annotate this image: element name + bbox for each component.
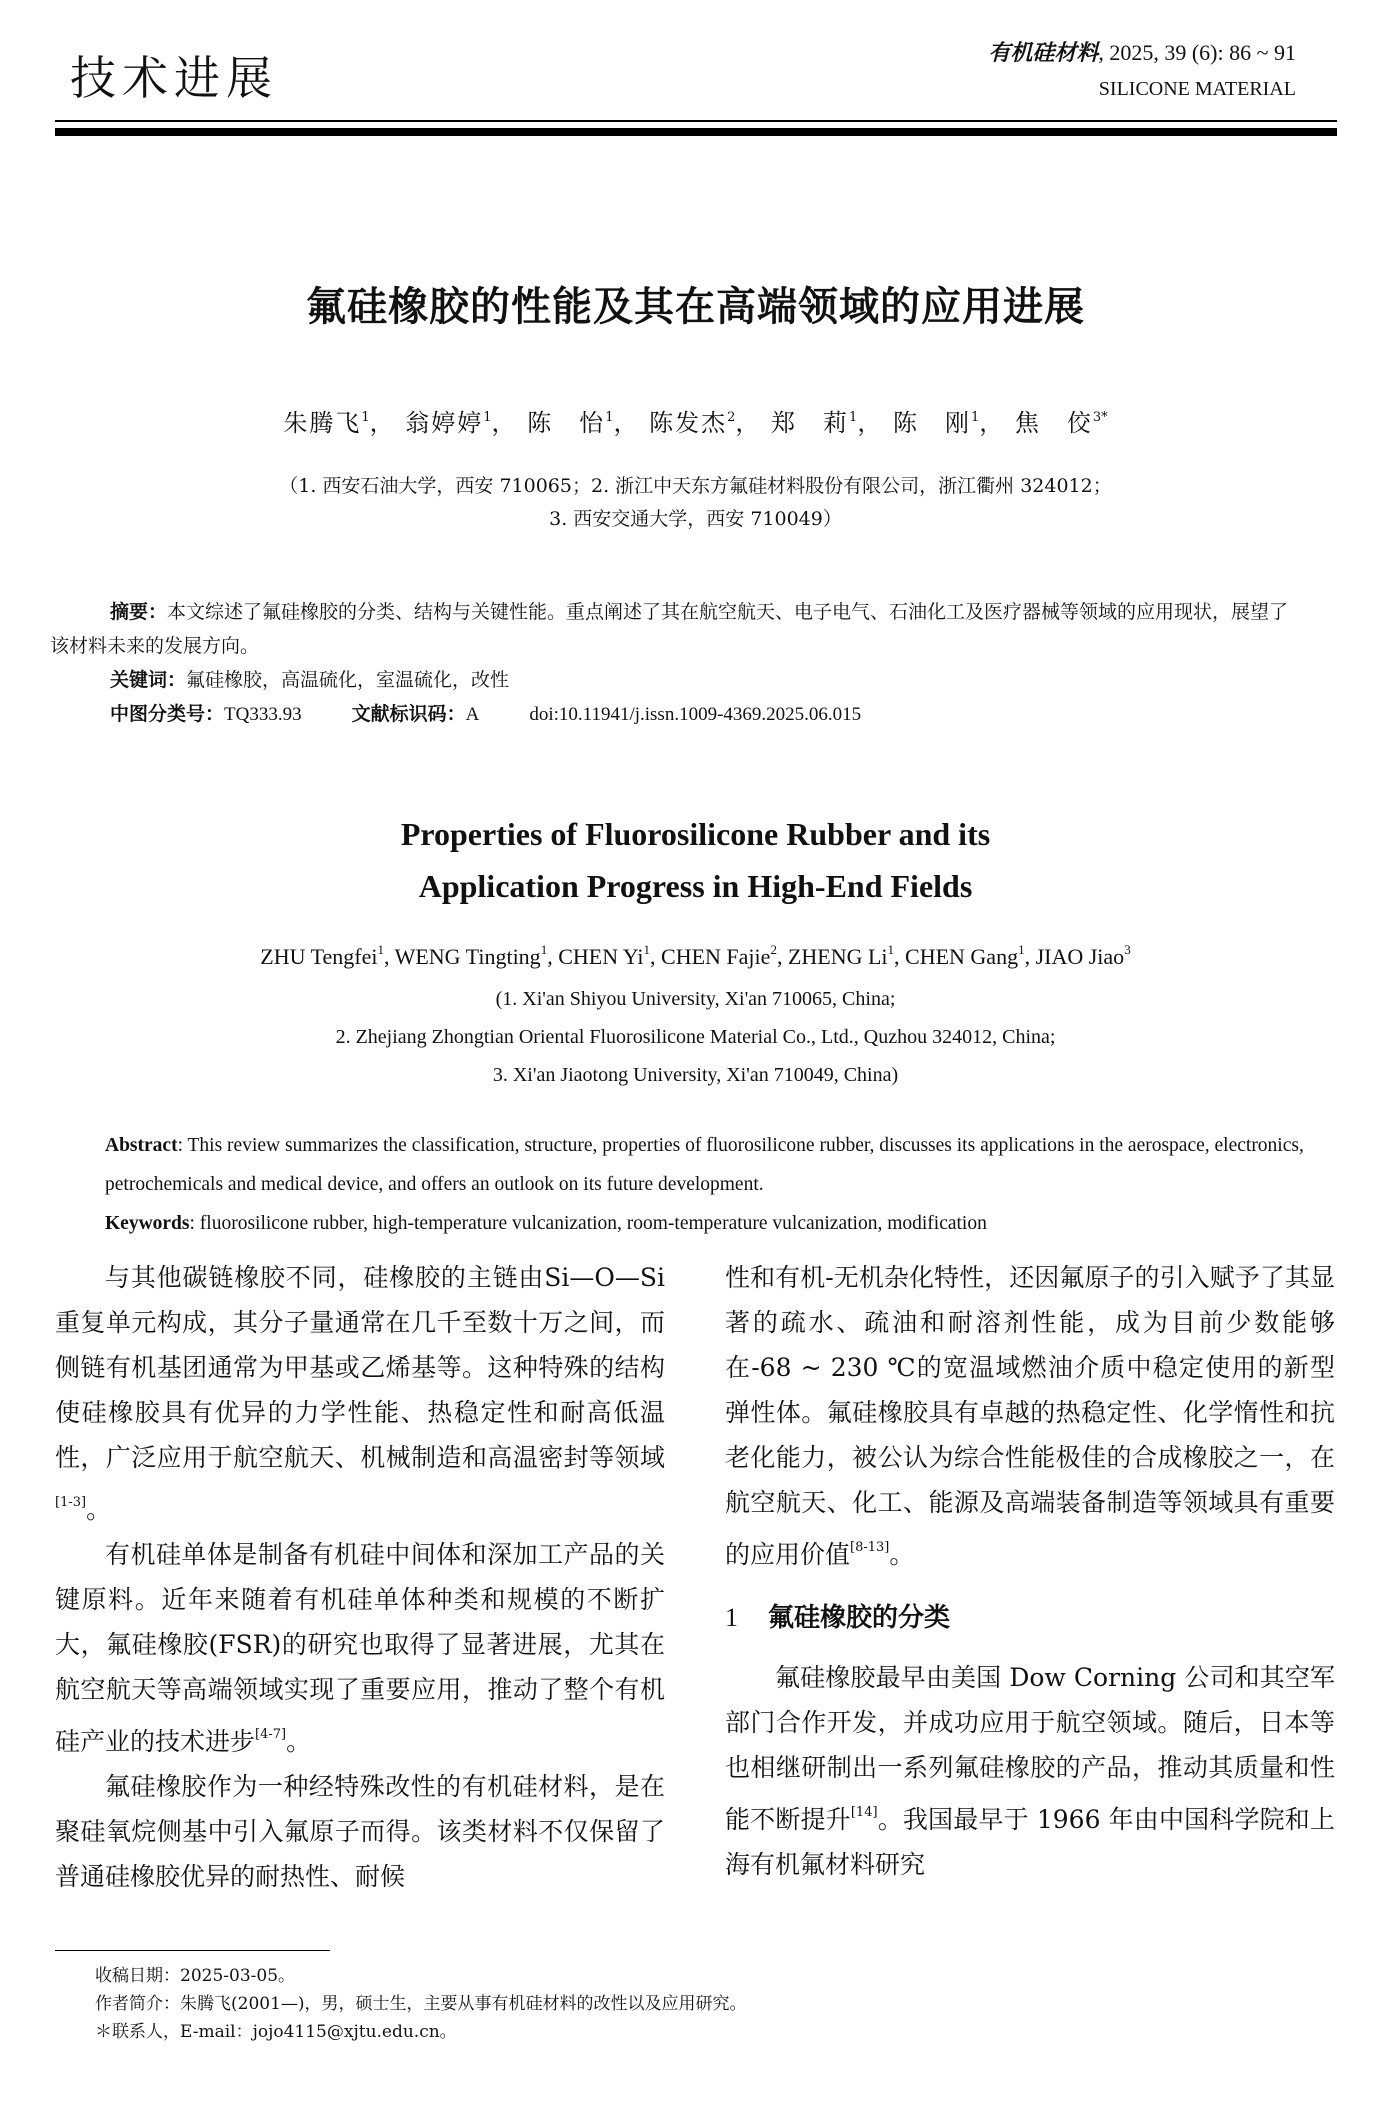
body-column-left xyxy=(55,1255,665,1899)
paragraph xyxy=(725,1655,1335,1887)
section-heading xyxy=(725,1595,1335,1641)
received-date: 收稿日期：2025-03-05。 xyxy=(95,1966,296,1986)
paragraph xyxy=(55,1764,665,1899)
author: WENG Tingting xyxy=(394,944,541,969)
paragraph-text: 有机硅单体是制备有机硅中间体和深加工产品的关键原料。近年来随着有机硅单体种类和规模的不断扩大，氟硅橡胶(FSR)的研究也取得了显著进展，尤其在航空航天等高端领域实现了重要应用，推动了整个有机硅产业的技术进步 xyxy=(55,1540,665,1756)
column-heading: 技术进展 xyxy=(70,51,278,105)
section-title: 氟硅橡胶的分类 xyxy=(768,1603,951,1633)
affiliation-line: 3. Xi'an Jiaotong University, Xi'an 710049, China) xyxy=(492,1064,899,1086)
affiliation-line: （1. 西安石油大学，西安 710065；2. 浙江中天东方氟硅材料股份有限公司，浙江衢州 324012； xyxy=(279,475,1112,497)
authors-english: ZHU Tengfei$^1$, WENG Tingting$^1$, CHEN Yi$^1$, CHEN Fajie$^2$, ZHENG Li$^1$, CHEN Gang$^1$, JIAO Jiao$^3$ xyxy=(260,942,1131,969)
affiliation-line: 2. Zhejiang Zhongtian Oriental Fluorosilicone Material Co., Ltd., Quzhou 324012, China; xyxy=(335,1026,1056,1048)
author-affil-mark: 1 xyxy=(361,410,370,425)
clc-number: TQ333.93 xyxy=(224,704,302,725)
author-affil-mark: 3 xyxy=(1124,942,1131,957)
citation-ref[interactable]: [4-7] xyxy=(255,1727,287,1742)
header-rule-thick xyxy=(55,128,1337,136)
punct: 。 xyxy=(86,1495,112,1524)
author-affil-mark: 1 xyxy=(849,410,858,425)
contact-email[interactable]: ＊联系人，E-mail：jojo4115@xjtu.edu.cn。 xyxy=(95,2022,457,2042)
punct: 。 xyxy=(889,1540,915,1569)
abstract-chinese xyxy=(50,595,1290,732)
keywords-text: : fluorosilicone rubber, high-temperature vulcanization, room-temperature vulcanization, modification xyxy=(189,1213,987,1234)
footnote-rule xyxy=(55,1950,330,1951)
author: 郑 莉 xyxy=(771,409,850,437)
punct: 。 xyxy=(286,1727,312,1756)
author-bio: 作者简介：朱腾飞(2001—)，男，硕士生，主要从事有机硅材料的改性以及应用研究。 xyxy=(95,1994,747,2014)
author-affil-mark: 1 xyxy=(970,410,980,425)
paragraph xyxy=(55,1532,665,1764)
title-line: Application Progress in High-End Fields xyxy=(418,868,973,904)
doi[interactable]: doi:10.11941/j.issn.1009-4369.2025.06.015 xyxy=(529,704,862,725)
author: CHEN Fajie xyxy=(661,944,771,969)
abstract-text: 本文综述了氟硅橡胶的分类、结构与关键性能。重点阐述了其在航空航天、电子电气、石油化工及医疗器械等领域的应用现状，展望了该材料未来的发展方向。 xyxy=(50,601,1289,657)
author-affil-mark: 1 xyxy=(1018,942,1025,957)
paragraph-text: 与其他碳链橡胶不同，硅橡胶的主链由Si—O—Si重复单元构成，其分子量通常在几千至数十万之间，而侧链有机基团通常为甲基或乙烯基等。这种特殊的结构使硅橡胶具有优异的力学性能、热稳定性和耐高低温性，广泛应用于航空航天、机械制造和高温密封等领域 xyxy=(55,1263,665,1472)
doc-code-label: 文献标识码： xyxy=(351,703,466,725)
author: 陈发杰 xyxy=(649,409,728,437)
author-affil-mark: 1 xyxy=(377,942,384,957)
citation-ref[interactable]: [1-3] xyxy=(55,1495,87,1510)
author: JIAO Jiao xyxy=(1035,944,1125,969)
author: ZHENG Li xyxy=(787,944,888,969)
abstract-text: : This review summarizes the classification, structure, properties of fluorosilicone rubber, discusses its applications in the aerospace, electronics, petrochemicals and medical device, and offers an outlook on its future development. xyxy=(105,1135,1304,1195)
author-affil-mark: 1 xyxy=(483,410,492,425)
author-affil-mark: 2 xyxy=(727,410,736,425)
affiliation-line: (1. Xi'an Shiyou University, Xi'an 710065, China; xyxy=(495,988,896,1010)
title-chinese: 氟硅橡胶的性能及其在高端领域的应用进展 xyxy=(306,284,1085,330)
author-affil-mark: 3* xyxy=(1092,410,1108,425)
paragraph-text: 性和有机-无机杂化特性，还因氟原子的引入赋予了其显著的疏水、疏油和耐溶剂性能，成为目前少数能够在-68 ~ 230 ℃的宽温域燃油介质中稳定使用的新型弹性体。氟硅橡胶具有卓越的热稳定性、化学惰性和抗老化能力，被公认为综合性能极佳的合成橡胶之一，在航空航天、化工、能源及高端装备制造等领域具有重要的应用价值 xyxy=(725,1263,1335,1569)
header-rule-thin xyxy=(55,120,1337,122)
abstract-label: Abstract xyxy=(105,1135,178,1156)
author: CHEN Yi xyxy=(558,944,644,969)
author-affil-mark: 2 xyxy=(770,942,777,957)
affiliations-english xyxy=(0,980,1391,1094)
clc-label: 中图分类号： xyxy=(110,703,225,725)
journal-citation xyxy=(988,36,1296,67)
journal-name: 有机硅材料 xyxy=(988,40,1099,65)
paragraph-text: 。我国最早于 1966 年由中国科学院和上海有机氟材料研究 xyxy=(725,1805,1335,1879)
keywords-label: Keywords xyxy=(105,1213,190,1234)
abstract-english xyxy=(105,1126,1335,1243)
title-english xyxy=(0,808,1391,912)
paragraph xyxy=(725,1255,1335,1577)
author: ZHU Tengfei xyxy=(260,944,378,969)
authors-chinese: 朱腾飞$^1$， 翁婷婷$^1$， 陈 怡$^1$， 陈发杰$^2$， 郑 莉$^1$， 陈 刚$^1$， 焦 佼$^{3*}$ xyxy=(283,409,1108,437)
journal-name-en: SILICONE MATERIAL xyxy=(1098,78,1296,100)
abstract-label: 摘要： xyxy=(110,601,168,623)
author: 翁婷婷 xyxy=(405,409,484,437)
author: 陈 刚 xyxy=(892,409,971,437)
author: CHEN Gang xyxy=(905,944,1019,969)
journal-volume-pages: , 2025, 39 (6): 86 ~ 91 xyxy=(1098,40,1296,65)
author: 焦 佼 xyxy=(1014,409,1093,437)
doc-code: A xyxy=(465,704,480,725)
citation-ref[interactable]: [14] xyxy=(850,1805,878,1820)
author-affil-mark: 1 xyxy=(887,942,895,957)
keywords-label: 关键词： xyxy=(110,669,187,691)
paragraph xyxy=(55,1255,665,1532)
section-number: 1 xyxy=(725,1603,738,1632)
keywords-text: 氟硅橡胶，高温硫化，室温硫化，改性 xyxy=(186,669,510,691)
citation-ref[interactable]: [8-13] xyxy=(850,1540,890,1555)
title-line: Properties of Fluorosilicone Rubber and its xyxy=(400,816,991,852)
footnotes xyxy=(95,1962,747,2046)
affiliations-chinese xyxy=(0,470,1391,536)
body-column-right xyxy=(725,1255,1335,1887)
author-affil-mark: 1 xyxy=(643,942,651,957)
paragraph-text: 氟硅橡胶作为一种经特殊改性的有机硅材料，是在聚硅氧烷侧基中引入氟原子而得。该类材料不仅保留了普通硅橡胶优异的耐热性、耐候 xyxy=(55,1772,665,1891)
paragraph-text: 氟硅橡胶最早由美国 Dow Corning 公司和其空军部门合作开发，并成功应用于航空领域。随后，日本等也相继研制出一系列氟硅橡胶的产品，推动其质量和性能不断提升 xyxy=(725,1663,1335,1834)
author: 朱腾飞 xyxy=(283,409,362,437)
author: 陈 怡 xyxy=(527,409,606,437)
author-affil-mark: 1 xyxy=(605,410,614,425)
affiliation-line: 3. 西安交通大学，西安 710049） xyxy=(549,508,842,530)
author-affil-mark: 1 xyxy=(540,942,548,957)
